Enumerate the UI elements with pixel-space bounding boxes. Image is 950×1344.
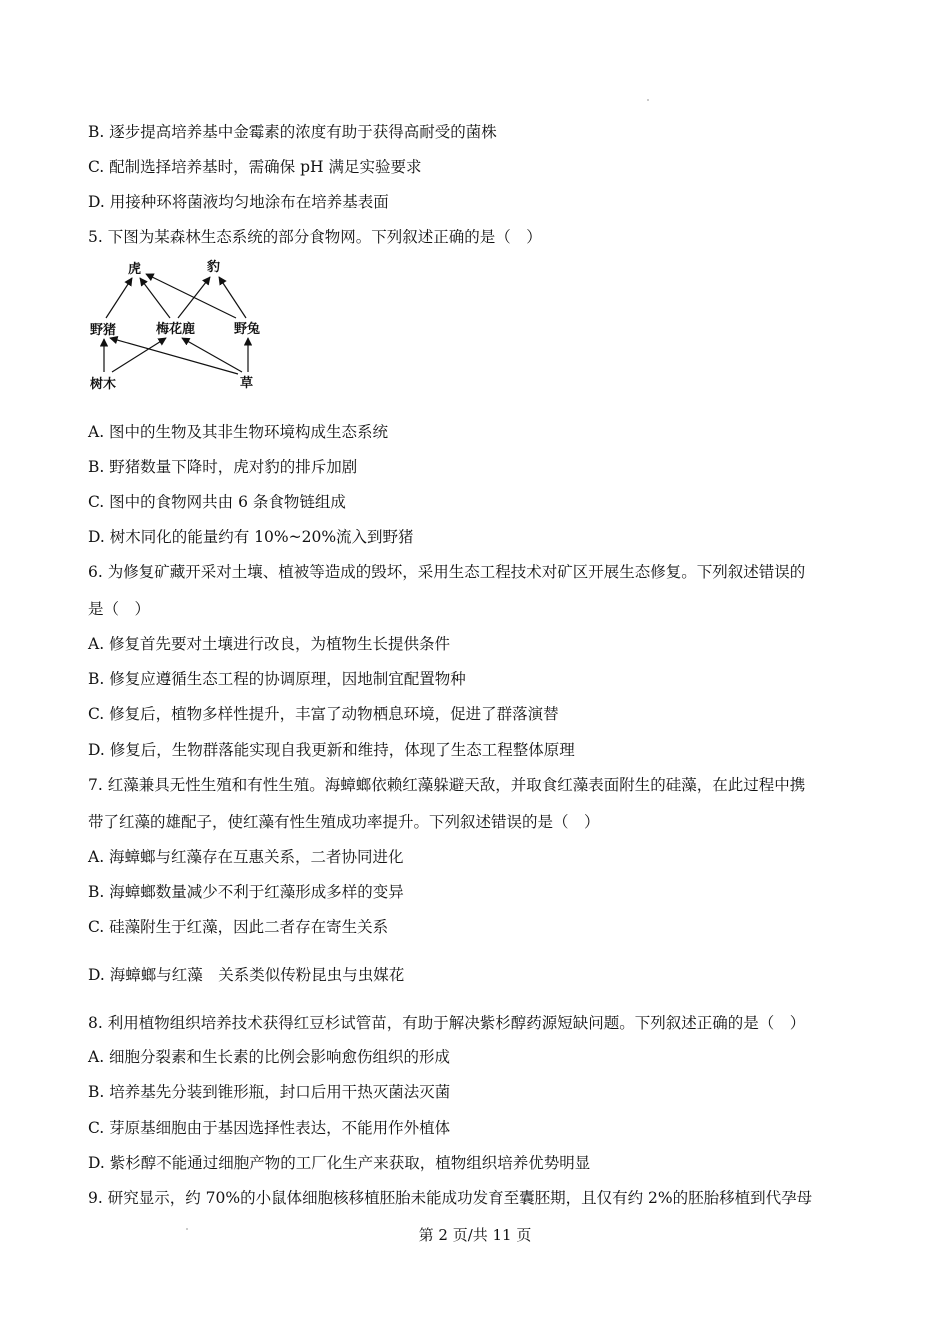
option-b-q7: B. 海蟑螂数量减少不利于红藻形成多样的变异: [88, 883, 404, 901]
question-8-stem: 8. 利用植物组织培养技术获得红豆杉试管苗，有助于解决紫杉醇药源短缺问题。下列叙述正确的是（ ）: [88, 1014, 806, 1032]
option-c-q5: C. 图中的食物网共由 6 条食物链组成: [88, 493, 346, 511]
node-boar: 野猪: [90, 323, 117, 338]
question-9-stem: 9. 研究显示，约 70%的小鼠体细胞核移植胚胎未能成功发育至囊胚期，且仅有约 2%的胚胎移植到代孕母: [88, 1189, 813, 1207]
node-tree: 树木: [90, 377, 117, 392]
option-c-q4: C. 配制选择培养基时，需确保 pH 满足实验要求: [88, 158, 422, 176]
node-grass: 草: [240, 376, 254, 391]
page-footer: 第 2 页/共 11 页: [418, 1226, 532, 1244]
option-a-q5: A. 图中的生物及其非生物环境构成生态系统: [88, 423, 389, 441]
food-web-diagram: [86, 256, 276, 398]
option-a-q8: A. 细胞分裂素和生长素的比例会影响愈伤组织的形成: [88, 1048, 451, 1066]
option-b-q8: B. 培养基先分装到锥形瓶，封口后用干热灭菌法灭菌: [88, 1083, 451, 1101]
option-b-q5: B. 野猪数量下降时，虎对豹的排斥加剧: [88, 458, 358, 476]
option-c-q8: C. 芽原基细胞由于基因选择性表达，不能用作外植体: [88, 1119, 451, 1137]
option-d-q5: D. 树木同化的能量约有 10%~20%流入到野猪: [88, 528, 414, 546]
option-b-q6: B. 修复应遵循生态工程的协调原理，因地制宜配置物种: [88, 670, 466, 688]
question-5-stem: 5. 下图为某森林生态系统的部分食物网。下列叙述正确的是（ ）: [88, 228, 542, 246]
node-leopard: 豹: [207, 260, 221, 275]
option-d-q7: D. 海蟑螂与红藻 关系类似传粉昆虫与虫媒花: [88, 966, 405, 984]
arrow-tree-deer: [112, 338, 166, 372]
scan-speck: [647, 99, 649, 101]
option-d-q4: D. 用接种环将菌液均匀地涂布在培养基表面: [88, 193, 389, 211]
question-7-stem-cont: 带了红藻的雄配子，使红藻有性生殖成功率提升。下列叙述错误的是（ ）: [88, 813, 600, 831]
arrow-rabbit-tiger: [146, 274, 236, 318]
option-a-q7: A. 海蟑螂与红藻存在互惠关系，二者协同进化: [88, 848, 404, 866]
node-rabbit: 野兔: [234, 322, 261, 337]
question-7-stem: 7. 红藻兼具无性生殖和有性生殖。海蟑螂依赖红藻躲避天敌，并取食红藻表面附生的硅藻，在此过程中携: [88, 776, 806, 794]
option-d-q8: D. 紫杉醇不能通过细胞产物的工厂化生产来获取，植物组织培养优势明显: [88, 1154, 591, 1172]
arrow-grass-boar: [110, 338, 238, 374]
option-c-q7: C. 硅藻附生于红藻，因此二者存在寄生关系: [88, 918, 389, 936]
option-d-q6: D. 修复后，生物群落能实现自我更新和维持，体现了生态工程整体原理: [88, 741, 575, 759]
option-c-q6: C. 修复后，植物多样性提升，丰富了动物栖息环境，促进了群落演替: [88, 705, 559, 723]
arrow-boar-tiger: [106, 278, 132, 318]
node-tiger: 虎: [128, 262, 142, 277]
option-b-q4: B. 逐步提高培养基中金霉素的浓度有助于获得高耐受的菌株: [88, 123, 497, 141]
question-6-stem-cont: 是（ ）: [88, 600, 151, 618]
question-6-stem: 6. 为修复矿藏开采对土壤、植被等造成的毁坏，采用生态工程技术对矿区开展生态修复。下列叙述错误的: [88, 563, 806, 581]
option-a-q6: A. 修复首先要对土壤进行改良，为植物生长提供条件: [88, 635, 451, 653]
node-deer: 梅花鹿: [156, 322, 196, 337]
